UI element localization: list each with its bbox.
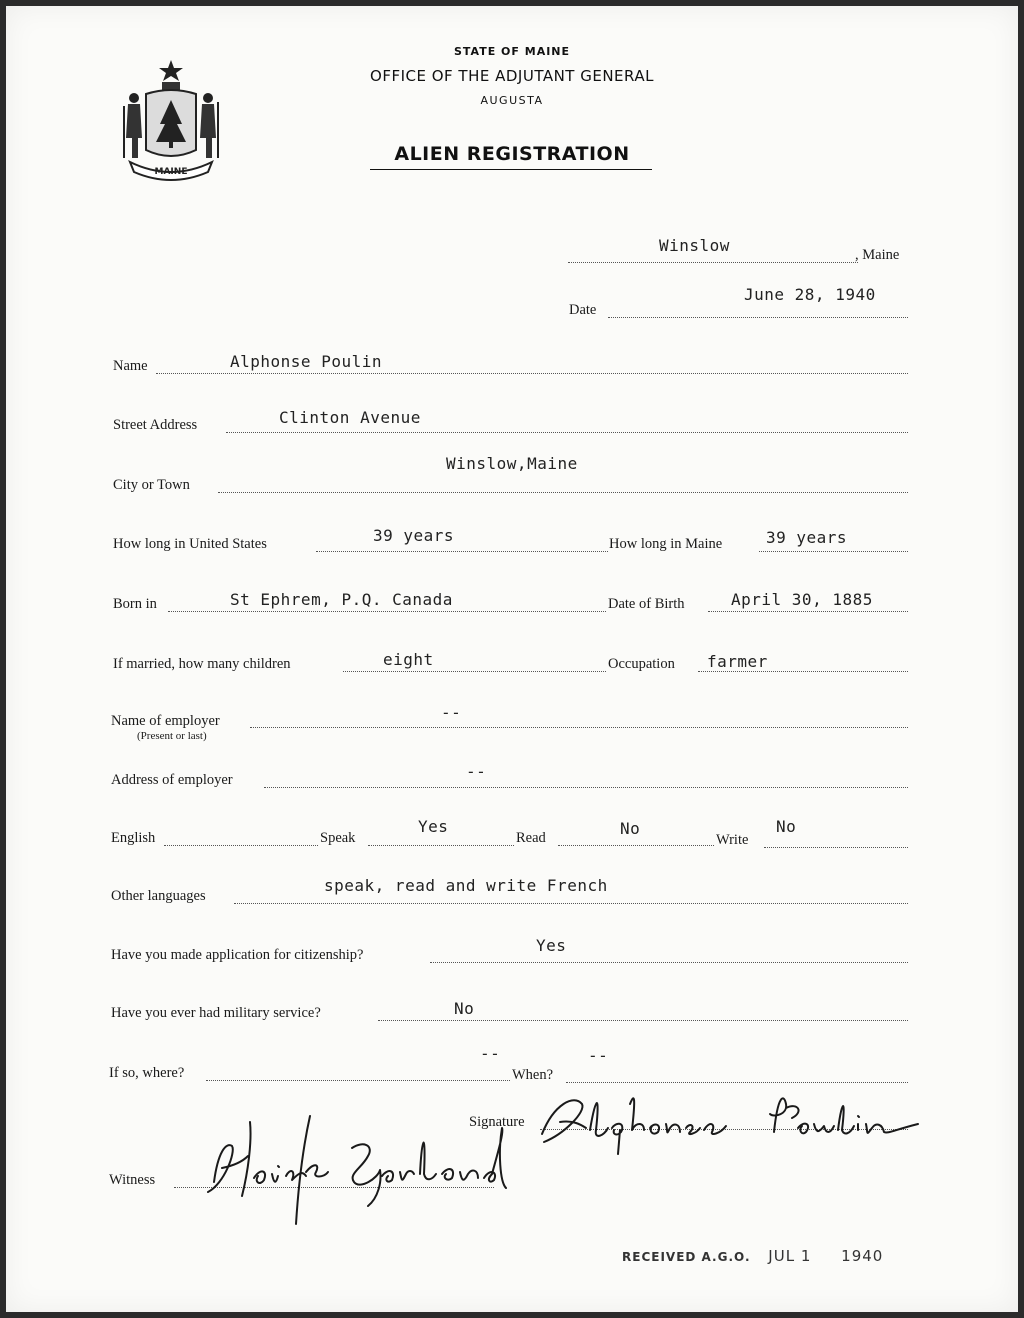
street-value: Clinton Avenue [279,408,421,427]
name-label: Name [113,358,148,374]
speak-label: Speak [320,830,356,846]
military-value: No [454,999,475,1018]
received-stamp-year: 1940 [841,1247,884,1265]
city-value: Winslow,Maine [446,454,578,473]
when-label: When? [512,1067,554,1083]
dob-label: Date of Birth [608,596,685,612]
when-value: -- [588,1046,609,1065]
city-heading: AUGUSTA [480,94,544,107]
citizenship-value: Yes [536,936,567,955]
read-value: No [620,819,641,838]
other-languages-label: Other languages [111,888,206,904]
name-value: Alphonse Poulin [230,352,382,371]
city-label: City or Town [113,477,190,493]
read-label: Read [516,830,546,846]
state-label: , Maine [855,247,900,263]
received-stamp-date: JUL 1 [768,1247,812,1265]
form-title: ALIEN REGISTRATION [394,143,630,165]
military-label: Have you ever had military service? [111,1005,321,1021]
speak-value: Yes [418,817,449,836]
office-heading: OFFICE OF THE ADJUTANT GENERAL [370,67,654,85]
state-heading: STATE OF MAINE [453,45,571,58]
children-value: eight [383,650,434,669]
maine-duration-label: How long in Maine [609,536,723,552]
maine-duration-value: 39 years [766,528,848,547]
employer-address-label: Address of employer [111,772,233,788]
other-languages-value: speak, read and write French [324,876,608,895]
title-underline [370,169,652,170]
signature-label: Signature [469,1114,525,1130]
applicant-signature [534,1084,934,1164]
children-label: If married, how many children [113,656,291,672]
date-label: Date [569,302,597,318]
state-of-maine-seal-icon [116,58,226,184]
us-duration-label: How long in United States [113,536,267,552]
employer-address-value: -- [466,762,487,781]
birthplace-label: Born in [113,596,157,612]
dob-value: April 30, 1885 [731,590,873,609]
us-duration-value: 39 years [373,526,455,545]
received-stamp-prefix: RECEIVED A.G.O. [622,1250,751,1264]
birthplace-value: St Ephrem, P.Q. Canada [230,590,453,609]
where-label: If so, where? [109,1065,185,1081]
employer-name-label: Name of employer [111,713,220,729]
town-value: Winslow [659,236,730,255]
registration-form-page [6,6,1018,1312]
employer-name-value: -- [441,703,462,722]
witness-label: Witness [109,1172,156,1188]
witness-signature [202,1112,522,1232]
svg-text:MAINE: MAINE [154,167,188,177]
employer-name-sublabel: (Present or last) [137,730,207,742]
where-value: -- [480,1044,501,1063]
occupation-value: farmer [707,652,768,671]
write-value: No [776,817,797,836]
date-value: June 28, 1940 [744,285,876,304]
citizenship-label: Have you made application for citizenship? [111,947,364,963]
street-label: Street Address [113,417,198,433]
received-stamp [622,1247,883,1265]
write-label: Write [716,832,749,848]
english-label: English [111,830,156,846]
occupation-label: Occupation [608,656,675,672]
